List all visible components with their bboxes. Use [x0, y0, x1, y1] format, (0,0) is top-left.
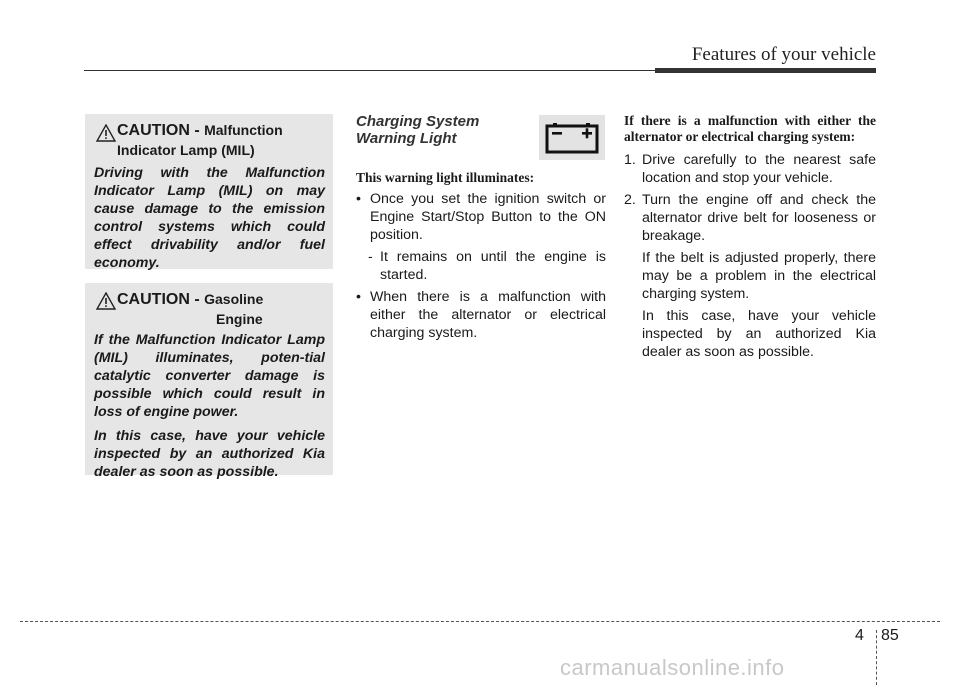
charging-warning-light-box — [539, 115, 605, 160]
bullet-mark: • — [356, 289, 361, 305]
section-title-line1: Charging System — [356, 113, 480, 130]
footer-rule — [20, 621, 940, 622]
caution-topic-line2: Indicator Lamp (MIL) — [117, 142, 255, 158]
battery-icon — [539, 115, 605, 160]
caution-label: CAUTION - — [117, 122, 200, 139]
list-item — [624, 191, 876, 245]
section-title — [356, 113, 479, 147]
step-number: 1. — [624, 152, 636, 168]
list-subitem-text: It remains on until the engine is started. — [380, 249, 606, 283]
section-lead: This warning light illuminates: — [356, 170, 535, 185]
list-item — [356, 190, 606, 244]
list-item — [624, 151, 876, 187]
paragraph: If the belt is adjusted properly, there may be a problem in the electrical charging system. — [642, 250, 876, 302]
list-item-text: Drive carefully to the nearest safe location and stop your vehicle. — [642, 152, 876, 186]
watermark: carmanualsonline.info — [560, 655, 785, 680]
caution-topic: Gasoline — [204, 291, 264, 307]
caution-body — [94, 331, 325, 487]
step-number: 2. — [624, 192, 636, 208]
instructions-lead: If there is a malfunction with either the alternator or electrical charging system: — [624, 113, 876, 144]
dash-mark: - — [368, 249, 373, 265]
malfunction-instructions — [624, 113, 876, 365]
caution-box-gasoline — [85, 283, 333, 480]
chapter-number: 4 — [855, 627, 864, 644]
caution-label: CAUTION - — [117, 291, 200, 308]
caution-heading — [117, 122, 283, 140]
caution-heading — [117, 291, 263, 309]
caution-box-mil — [85, 114, 333, 269]
caution-text: Driving with the Malfunction Indicator Lamp (MIL) on may cause damage to the emission control systems which could effect drivability and/or fuel economy. — [94, 165, 325, 271]
warning-triangle-icon — [96, 124, 116, 142]
list-subitem — [356, 248, 606, 284]
list-item — [356, 288, 606, 342]
caution-topic-line2: Engine — [216, 311, 263, 327]
list-item-text: Turn the engine off and check the alternator drive belt for looseness or breakage. — [642, 192, 876, 244]
list-item-text: Once you set the ignition switch or Engine Start/Stop Button to the ON position. — [370, 191, 606, 243]
caution-body — [94, 164, 325, 278]
header-rule-accent — [655, 68, 876, 73]
footer-divider — [876, 630, 877, 685]
paragraph: In this case, have your vehicle inspected by an authorized Kia dealer as soon as possible. — [642, 308, 876, 360]
caution-topic: Malfunction — [204, 122, 283, 138]
section-content — [356, 170, 606, 346]
warning-triangle-icon — [96, 292, 116, 310]
page-header-title: Features of your vehicle — [691, 44, 876, 65]
caution-text: If the Malfunction Indicator Lamp (MIL) illuminates, poten-tial catalytic converter damage is possible which could result in loss of engine power. — [94, 332, 325, 420]
bullet-mark: • — [356, 191, 361, 207]
caution-text: In this case, have your vehicle inspected by an authorized Kia dealer as soon as possible. — [94, 428, 325, 480]
list-item-text: When there is a malfunction with either the alternator or electrical charging system. — [370, 289, 606, 341]
section-title-line2: Warning Light — [356, 130, 457, 147]
page-number: 85 — [881, 627, 899, 644]
